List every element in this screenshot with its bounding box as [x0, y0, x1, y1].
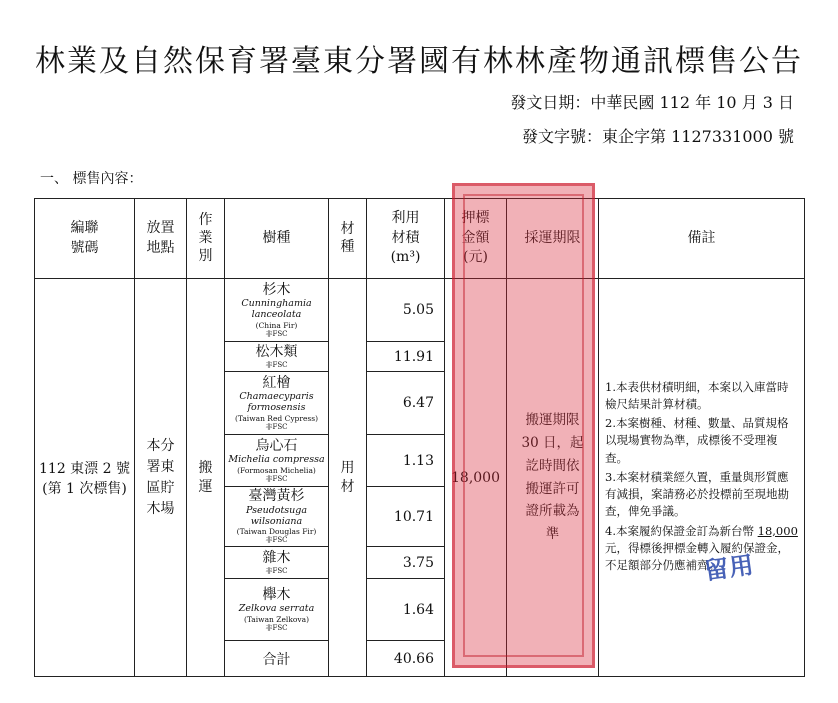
remarks-cell	[599, 279, 805, 677]
header-volume: 利用 材積 (m³)	[367, 199, 445, 279]
lot-number: 112 東漂 2 號	[39, 460, 130, 477]
header-material: 材種	[329, 199, 367, 279]
volume-cell: 10.71	[367, 487, 445, 547]
total-label: 合計	[225, 641, 329, 677]
document-number: 發文字號：東企字第 1127331000 號	[522, 127, 794, 146]
volume-cell: 5.05	[367, 279, 445, 342]
page-title: 林業及自然保育署臺東分署國有林林產物通訊標售公告	[35, 44, 803, 79]
volume-cell: 11.91	[367, 342, 445, 372]
species-cell: 烏心石 Michelia compressa (Formosan Michelia) 非FSC	[225, 435, 329, 487]
remark-item: 2.本案樹種、材種、數量、品質規格以現場實物為準，成標後不受理複查。	[605, 416, 789, 465]
species-cell: 雜木 非FSC	[225, 547, 329, 579]
lot-note: (第 1 次標售)	[42, 480, 127, 497]
table-header-row	[35, 199, 805, 279]
section-heading: 一、 標售內容：	[40, 171, 143, 187]
species-cell: 杉木 Cunninghamia lanceolata (China Fir) 非FSC	[225, 279, 329, 342]
material-cell: 用材	[329, 279, 367, 677]
header-remarks: 備註	[599, 199, 805, 279]
species-cell: 臺灣黃杉 Pseudotsuga wilsoniana (Taiwan Douglas Fir) 非FSC	[225, 487, 329, 547]
header-species: 樹種	[225, 199, 329, 279]
species-cell: 紅檜 Chamaecyparis formosensis (Taiwan Red Cypress) 非FSC	[225, 372, 329, 435]
volume-cell: 1.64	[367, 579, 445, 641]
lot-number-cell	[35, 279, 135, 677]
remark-item: 1.本表供材積明細，本案以入庫當時檢尺結果計算材積。	[605, 379, 789, 411]
deposit-cell: 18,000	[445, 279, 507, 677]
header-deposit: 押標 金額 (元)	[445, 199, 507, 279]
location-cell: 本分 署東 區貯 木場	[135, 279, 187, 677]
header-lot: 編聯 號碼	[35, 199, 135, 279]
header-work-type: 作業別	[187, 199, 225, 279]
total-volume: 40.66	[367, 641, 445, 677]
species-cell: 松木類 非FSC	[225, 342, 329, 372]
header-location: 放置 地點	[135, 199, 187, 279]
remark-item: 3.本案材積業經久置，重量與形質應有減損，案請務必於投標前至現地勘查，俾免爭議。	[605, 469, 789, 519]
header-period: 採運期限	[507, 199, 599, 279]
table-row	[35, 279, 805, 342]
species-cell: 櫸木 Zelkova serrata (Taiwan Zelkova) 非FSC	[225, 579, 329, 641]
remark-item: 4.本案履約保證金訂為新台幣 18,000 元，得標後押標金轉入履約保證金，不足額部分仍應補齊。	[605, 523, 798, 573]
retain-stamp: 留用	[702, 550, 757, 586]
auction-table	[34, 198, 805, 677]
work-type-cell: 搬運	[187, 279, 225, 677]
period-cell: 搬運期限 30 日，起 訖時間依 搬運許可 證所載為 準	[507, 279, 599, 677]
volume-cell: 3.75	[367, 547, 445, 579]
issue-date: 發文日期：中華民國 112 年 10 月 3 日	[510, 93, 794, 112]
volume-cell: 1.13	[367, 435, 445, 487]
volume-cell: 6.47	[367, 372, 445, 435]
